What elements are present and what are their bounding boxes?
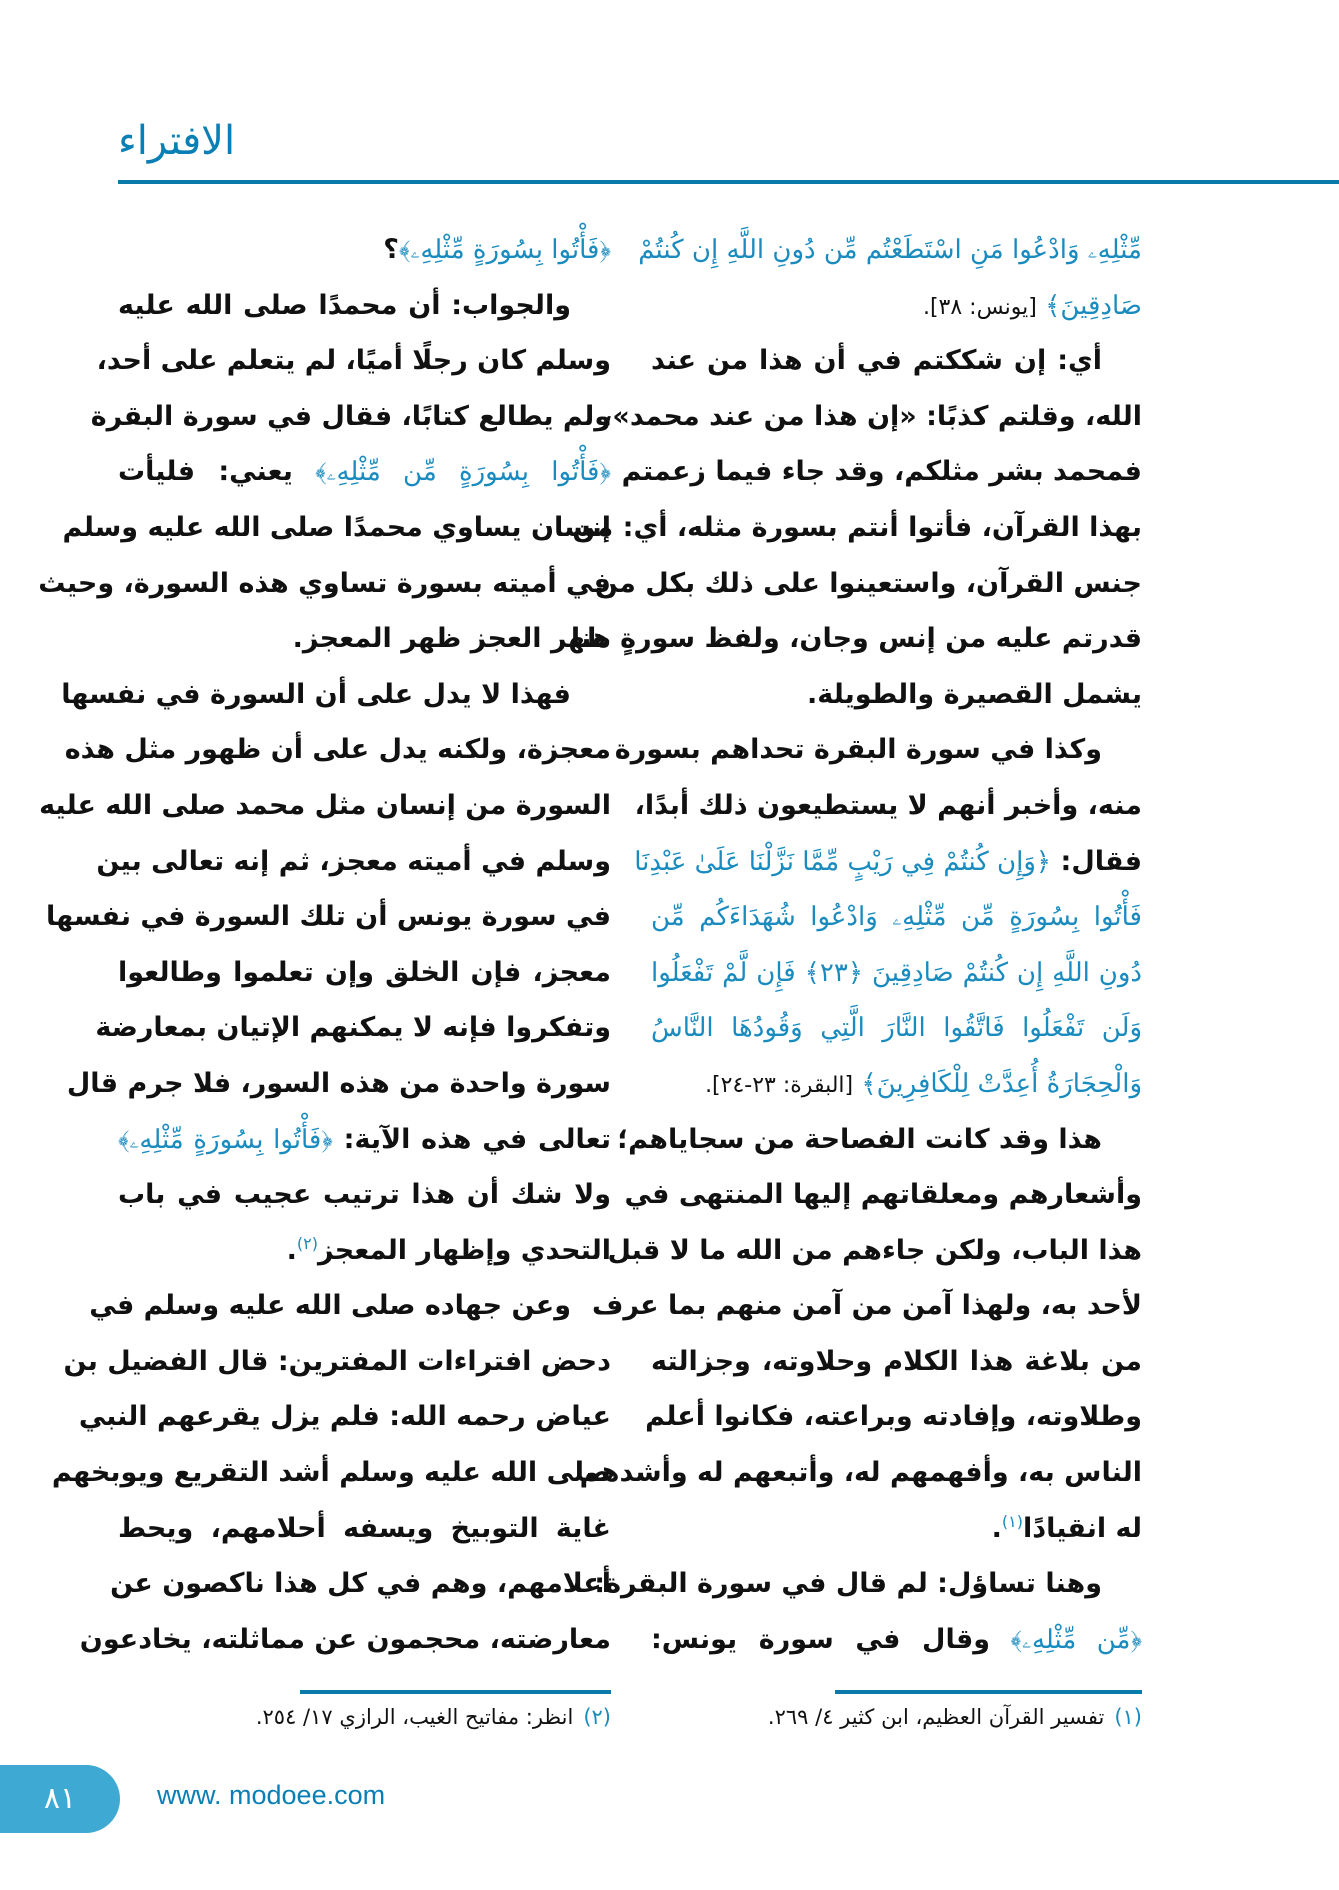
text-line: [90, 389, 611, 445]
text-line: [78, 1389, 611, 1445]
body-text: هذا وقد كانت الفصاحة من سجاياهم؛: [617, 1123, 1102, 1155]
body-text: وطلاوته، وإفادته وبراعته، فكانوا أعلم: [645, 1401, 1142, 1433]
body-text: وأشعارهم ومعلقاتهم إليها المنتهى في: [624, 1179, 1142, 1211]
text-line: [651, 667, 1142, 723]
text-line: [651, 1056, 1142, 1112]
text-line: [572, 500, 1142, 556]
text-line: [51, 1445, 611, 1501]
footnote-1: [768, 1705, 1142, 1729]
text-line: [594, 1556, 1142, 1612]
quran-verse: صَادِقِينَ﴾: [1036, 290, 1142, 321]
body-text: فمحمد بشر مثلكم، وقد جاء فيما زعمتم: [621, 456, 1142, 488]
footnote-text: انظر: مفاتيح الغيب، الرازي ١٧/ ٢٥٤.: [255, 1705, 574, 1729]
text-line: [118, 444, 611, 500]
text-line: [38, 556, 611, 612]
text-line: [118, 945, 611, 1001]
body-text: لأحد به، ولهذا آمن من آمن منهم بما عرف: [592, 1290, 1142, 1322]
text-line: [118, 1112, 611, 1168]
left-text-column: [38, 222, 612, 1667]
quran-verse: ﴿فَأْتُوا بِسُورَةٍ مِّثْلِهِۦ﴾: [118, 1124, 333, 1155]
footnote-number: (٢): [583, 1705, 611, 1729]
body-text: السورة من إنسان مثل محمد صلى الله عليه: [39, 789, 611, 821]
text-line: [118, 278, 611, 334]
body-text: يعني: فليأت: [118, 456, 293, 488]
text-line: [634, 834, 1142, 890]
body-text: وسلم في أميته معجز، ثم إنه تعالى بين: [96, 845, 611, 877]
body-text: إنسان يساوي محمدًا صلى الله عليه وسلم: [62, 511, 611, 543]
body-text: يشمل القصيرة والطويلة.: [807, 678, 1142, 710]
text-line: [89, 1278, 611, 1334]
text-line: [110, 1556, 611, 1612]
body-text: .: [991, 1512, 1002, 1544]
body-text: وقال في سورة يونس:: [651, 1623, 991, 1655]
body-text: من بلاغة هذا الكلام وحلاوته، وجزالته: [651, 1345, 1142, 1377]
quran-verse: ﴿مِّن مِّثْلِهِۦ﴾: [990, 1624, 1142, 1655]
text-line: [651, 889, 1142, 945]
text-line: [96, 834, 611, 890]
text-line: [118, 1167, 611, 1223]
body-text: وتفكروا فإنه لا يمكنهم الإتيان بمعارضة: [95, 1012, 611, 1044]
body-text: تعالى في هذه الآية:: [332, 1123, 612, 1155]
page-number: ٨١: [0, 1765, 120, 1833]
body-text: وكذا في سورة البقرة تحداهم بسورة: [614, 734, 1102, 766]
body-text: هذا الباب، ولكن جاءهم من الله ما لا قبل: [607, 1234, 1142, 1266]
quran-verse: ﴿فَأْتُوا بِسُورَةٍ مِّثْلِهِۦ﴾: [398, 235, 611, 265]
body-text: ظهر العجز ظهر المعجز.: [292, 623, 611, 655]
body-text: وسلم كان رجلًا أميًا، لم يتعلم على أحد،: [96, 345, 611, 377]
body-text: فهذا لا يدل على أن السورة في نفسها: [61, 678, 571, 710]
quran-verse: ﴿فَأْتُوا بِسُورَةٍ مِّن مِّثْلِهِۦ﴾: [292, 457, 612, 488]
body-text: ولا شك أن هذا ترتيب عجيب في باب: [118, 1179, 611, 1211]
body-text: التحدي وإظهار المعجز: [318, 1234, 611, 1266]
body-text: أي: إن شككتم في أن هذا من عند: [651, 345, 1102, 377]
body-text: منه، وأخبر أنهم لا يستطيعون ذلك أبدًا،: [634, 789, 1142, 821]
text-line: [579, 1445, 1142, 1501]
text-line: [45, 889, 611, 945]
text-line: [118, 611, 611, 667]
text-line: [624, 1167, 1142, 1223]
text-line: [570, 611, 1142, 667]
text-line: [651, 333, 1142, 389]
text-line: [118, 1223, 611, 1279]
header-divider: [118, 180, 1339, 184]
quran-verse: وَلَن تَفْعَلُوا فَاتَّقُوا النَّارَ الَّتِي وَقُودُهَا النَّاسُ: [651, 1013, 1142, 1044]
website-link[interactable]: www. modoee.com: [157, 1780, 386, 1810]
text-line: [638, 222, 1142, 278]
body-text: له انقيادًا: [1022, 1512, 1142, 1544]
body-text: معجزة، ولكنه يدل على أن ظهور مثل هذه: [64, 734, 611, 766]
verse-reference: [البقرة: ٢٣-٢٤].: [705, 1072, 854, 1098]
verse-reference: [يونس: ٣٨].: [922, 294, 1037, 320]
text-line: [645, 1389, 1142, 1445]
text-line: [592, 1278, 1142, 1334]
text-line: [634, 778, 1142, 834]
body-text: الناس به، وأفهمهم له، وأتبعهم له وأشدهم: [579, 1457, 1142, 1489]
body-text: ؟: [383, 234, 399, 265]
quran-verse: دُونِ اللَّهِ إِن كُنتُمْ صَادِقِينَ ﴿٢٣﴾ فَإِن لَّمْ تَفْعَلُوا: [651, 957, 1142, 988]
quran-verse: ﴿وَإِن كُنتُمْ فِي رَيْبٍ مِّمَّا نَزَّلْنَا عَلَىٰ عَبْدِنَا: [634, 846, 1052, 877]
body-text: والجواب: أن محمدًا صلى الله عليه: [118, 289, 571, 321]
body-text: جنس القرآن، واستعينوا على ذلك بكل من: [594, 567, 1142, 599]
footnote-marker[interactable]: (٢): [296, 1233, 319, 1253]
text-line: [62, 500, 611, 556]
text-line: [651, 945, 1142, 1001]
text-line: [651, 1501, 1142, 1557]
text-line: [79, 1612, 611, 1668]
body-text: سورة واحدة من هذه السور، فلا جرم قال: [66, 1067, 611, 1099]
body-text: معارضته، محجمون عن مماثلته، يخادعون: [79, 1623, 611, 1655]
text-line: [607, 1223, 1142, 1279]
footnote-divider-left: [300, 1690, 611, 1694]
body-text: غاية التوبيخ ويسفه أحلامهم، ويحط: [118, 1512, 611, 1544]
text-line: [602, 389, 1142, 445]
body-text: وعن جهاده صلى الله عليه وسلم في: [89, 1290, 571, 1322]
footnote-marker[interactable]: (١): [1001, 1511, 1023, 1531]
text-line: [651, 1612, 1142, 1668]
text-line: [621, 444, 1142, 500]
footnote-divider-right: [835, 1690, 1142, 1694]
quran-verse: فَأْتُوا بِسُورَةٍ مِّن مِّثْلِهِۦ وَادْعُوا شُهَدَاءَكُم مِّن: [651, 902, 1142, 933]
body-text: في أميته بسورة تساوي هذه السورة، وحيث: [38, 567, 611, 599]
text-line: [95, 1000, 611, 1056]
footnote-2: [256, 1705, 611, 1729]
body-text: الله، وقلتم كذبًا: «إن هذا من عند محمد»،: [602, 400, 1142, 432]
body-text: ولم يطالع كتابًا، فقال في سورة البقرة: [90, 400, 611, 432]
quran-verse: وَالْحِجَارَةُ أُعِدَّتْ لِلْكَافِرِينَ﴾: [853, 1068, 1142, 1099]
body-text: صلى الله عليه وسلم أشد التقريع ويوبخهم: [51, 1457, 611, 1489]
body-text: بهذا القرآن، فأتوا أنتم بسورة مثله، أي: من: [572, 511, 1142, 543]
body-text: فقال:: [1051, 845, 1142, 877]
right-text-column: [570, 222, 1142, 1667]
body-text: قدرتم عليه من إنس وجان، ولفظ سورةٍ هنا: [570, 623, 1142, 655]
text-line: [594, 556, 1142, 612]
text-line: [614, 722, 1142, 778]
text-line: [39, 778, 611, 834]
text-line: [64, 722, 611, 778]
body-text: عياض رحمه الله: فلم يزل يقرعهم النبي: [78, 1401, 611, 1433]
text-line: [651, 1334, 1142, 1390]
text-line: [651, 278, 1142, 334]
text-line: [617, 1112, 1142, 1168]
text-line: [66, 1056, 611, 1112]
footnote-number: (١): [1114, 1705, 1142, 1729]
text-line: [63, 1334, 611, 1390]
footnote-text: تفسير القرآن العظيم، ابن كثير ٤/ ٢٦٩.: [767, 1705, 1105, 1729]
text-line: [118, 222, 611, 278]
body-text: دحض افتراءات المفترين: قال الفضيل بن: [63, 1345, 611, 1377]
body-text: في سورة يونس أن تلك السورة في نفسها: [45, 901, 611, 933]
chapter-title: الافتراء: [118, 118, 236, 164]
body-text: أعلامهم، وهم في كل هذا ناكصون عن: [110, 1568, 611, 1600]
text-line: [651, 1000, 1142, 1056]
text-line: [61, 667, 611, 723]
quran-verse: مِّثْلِهِۦ وَادْعُوا مَنِ اسْتَطَعْتُم مِّن دُونِ اللَّهِ إِن كُنتُمْ: [638, 235, 1142, 265]
text-line: [118, 1501, 611, 1557]
body-text: .: [286, 1234, 297, 1266]
text-line: [96, 333, 611, 389]
body-text: وهنا تساؤل: لم قال في سورة البقرة:: [594, 1568, 1102, 1600]
body-text: معجز، فإن الخلق وإن تعلموا وطالعوا: [118, 956, 611, 988]
